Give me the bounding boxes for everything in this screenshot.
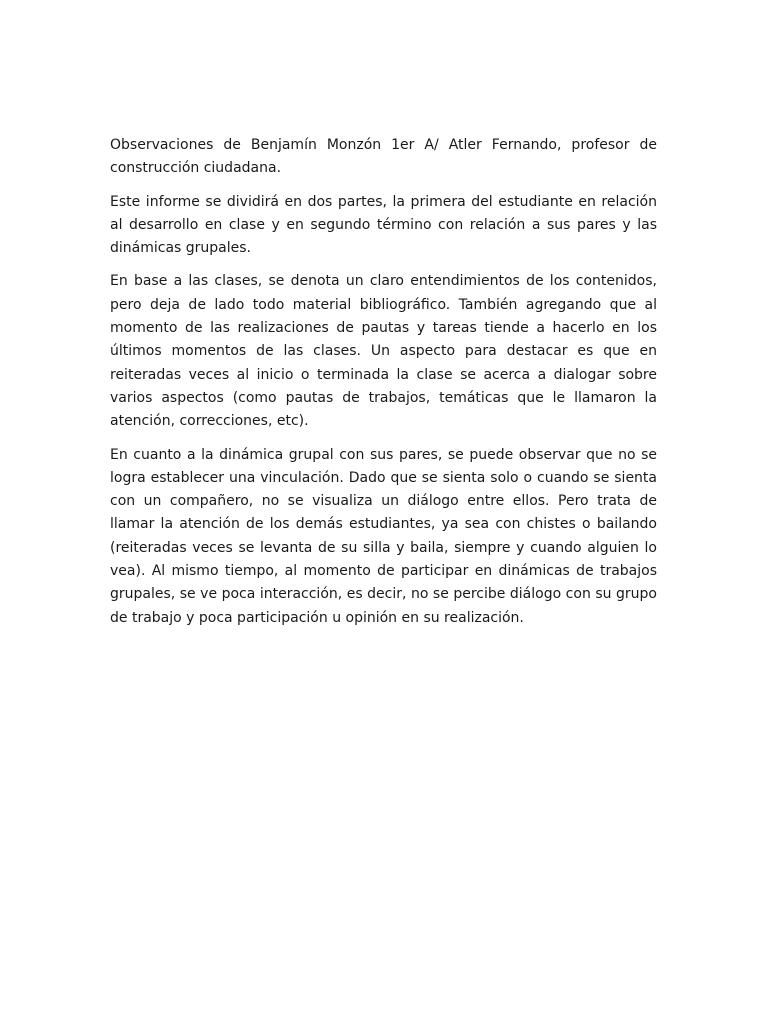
paragraph-intro: Este informe se dividirá en dos partes, la primera del estudiante en relación al desarrollo en clase y en segundo término con relación a sus pares y las dinámicas grupales. xyxy=(110,193,657,257)
document-body xyxy=(110,134,657,640)
paragraph-header: Observaciones de Benjamín Monzón 1er A/ Atler Fernando, profesor de construcción ciudadana. xyxy=(110,137,657,177)
paragraph-group-dynamics: En cuanto a la dinámica grupal con sus pares, se puede observar que no se logra establecer una vinculación. Dado que se sienta solo o cuando se sienta con un compañero, no se visualiza un diálogo entre ellos. Pero trata de llamar la atención de los demás estudiantes, ya sea con chistes o bailando (reiteradas veces se levanta de su silla y baila, siempre y cuando alguien lo vea). Al mismo tiempo, al momento de participar en dinámicas de trabajos grupales, se ve poca interacción, es decir, no se percibe diálogo con su grupo de trabajo y poca participación u opinión en su realización. xyxy=(110,446,657,626)
paragraph-class-performance: En base a las clases, se denota un claro entendimientos de los contenidos, pero deja de lado todo material bibliográfico. También agregando que al momento de las realizaciones de pautas y tareas tiende a hacerlo en los últimos momentos de las clases. Un aspecto para destacar es que en reiteradas veces al inicio o terminada la clase se acerca a dialogar sobre varios aspectos (como pautas de trabajos, temáticas que le llamaron la atención, correcciones, etc). xyxy=(110,273,657,430)
